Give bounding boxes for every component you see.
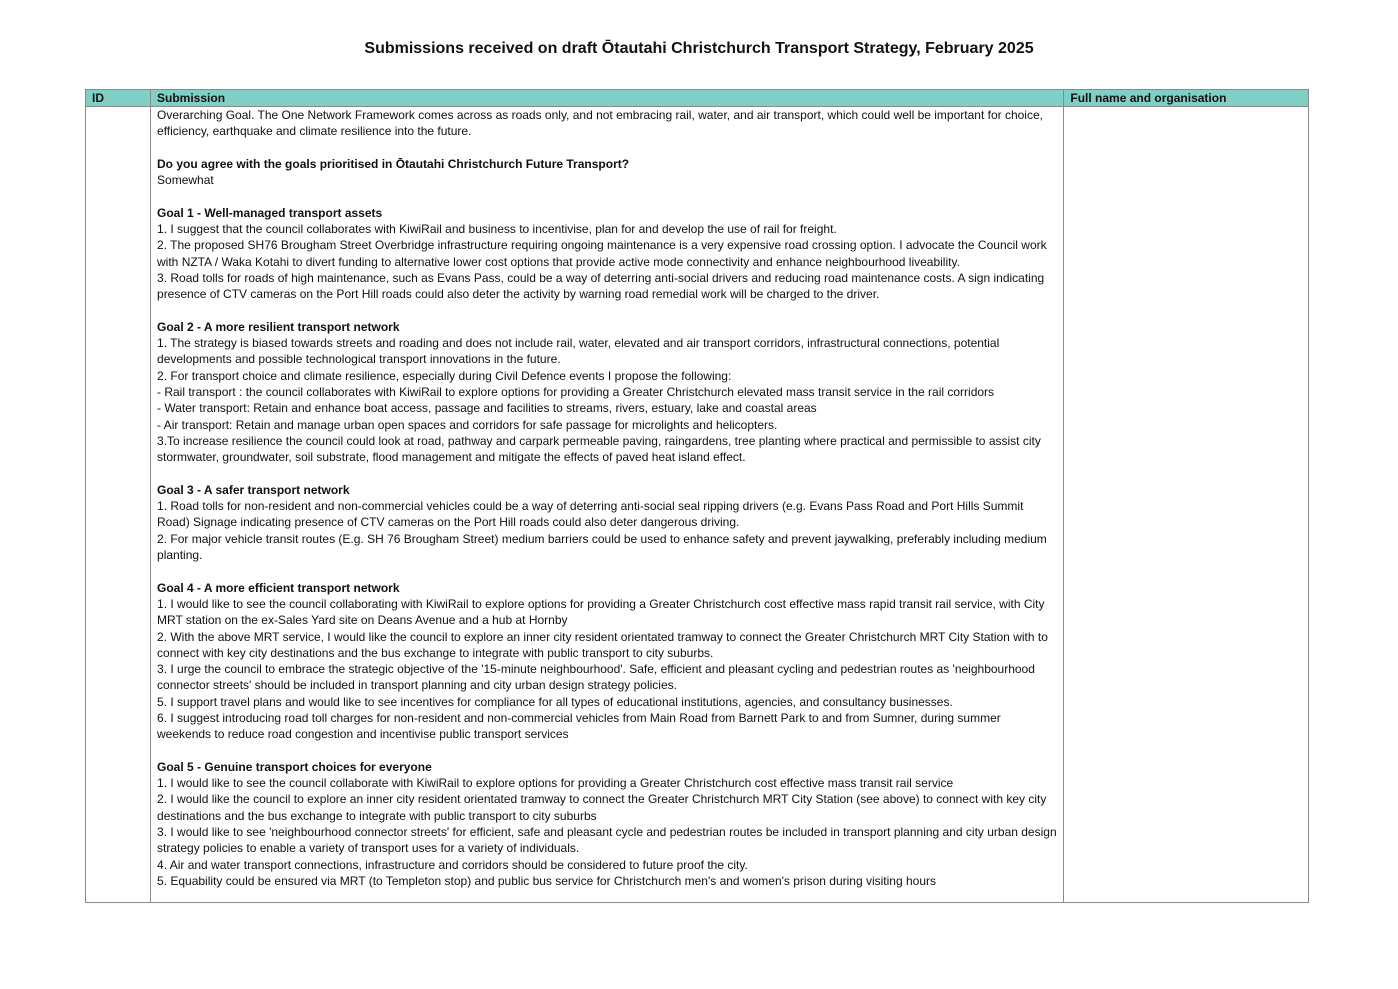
submission-line: 6. I suggest introducing road toll charges for non-resident and non-commercial vehicles from Main Road from Barnett Park to and from Sumner, during summer weekends to reduce road congestion and incentivise public transport services [157,710,1001,742]
header-full-name-organisation: Full name and organisation [1064,90,1309,107]
table-body [86,107,1309,903]
submission-line: 2. For major vehicle transit routes (E.g. SH 76 Brougham Street) medium barriers could be used to enhance safety and prevent jaywalking, preferably including medium planting. [157,531,1047,563]
section-heading: Goal 5 - Genuine transport choices for everyone [157,759,432,774]
submission-section [157,205,1057,303]
submission-line: Overarching Goal. The One Network Framework comes across as roads only, and not embracing rail, water, and air transport, which could well be important for choice, efficiency, earthquake and climate resilience into the future. [157,108,1043,139]
submission-line: Somewhat [157,173,214,188]
header-submission: Submission [151,90,1064,107]
submission-line: 3.To increase resilience the council could look at road, pathway and carpark permeable paving, raingardens, tree planting where practical and permissible to assist city stormwater, groundwater, soil substrate, flood management and mitigate the effects of paved heat island effect. [157,433,1041,465]
submission-line: 1. I would like to see the council collaborate with KiwiRail to explore options for providing a Greater Christchurch cost effective mass transit rail service [157,776,954,791]
section-heading: Do you agree with the goals prioritised in Ōtautahi Christchurch Future Transport? [157,156,630,171]
submissions-table [85,89,1309,903]
section-heading: Goal 1 - Well-managed transport assets [157,205,383,220]
table-row [86,107,1309,903]
submission-line: 1. I suggest that the council collaborates with KiwiRail and business to incentivise, plan for and develop the use of rail for freight. [157,222,837,237]
submission-section [157,319,1057,466]
submission-line: 3. I urge the council to embrace the strategic objective of the '15-minute neighbourhood'. Safe, efficient and pleasant cycling and pedestrian routes as 'neighbourhood connector streets' should be included in transport planning and city urban design strategy policies. [157,662,1035,693]
submission-line: 2. With the above MRT service, I would like the council to explore an inner city resident orientated tramway to connect the Greater Christchurch MRT City Station with to connect with key city destinations and the bus exchange to integrate with public transport to city suburbs. [157,629,1048,660]
header-id: ID [86,90,151,107]
submission-section [157,107,1057,140]
submission-line: 5. I support travel plans and would like to see incentives for compliance for all types of educational institutions, agencies, and consultancy businesses. [157,694,953,709]
section-heading: Goal 3 - A safer transport network [157,482,350,497]
submission-line: 1. Road tolls for non-resident and non-commercial vehicles could be a way of deterring anti-social seal ripping drivers (e.g. Evans Pass Road and Port Hills Summit Road) Signage indicating presence of CTV cameras on the Port Hill roads could also deter dangerous driving. [157,499,1024,530]
cell-id [86,107,151,903]
page-title: Submissions received on draft Ōtautahi Christchurch Transport Strategy, February 2025 [364,40,1034,57]
submission-line: 3. Road tolls for roads of high maintenance, such as Evans Pass, could be a way of deterring anti-social drivers and reducing road maintenance costs. A sign indicating presence of CTV cameras on the Port Hill roads could also deter the activity by warning road remedial work will be charged to the driver. [157,270,1045,302]
section-heading: Goal 4 - A more efficient transport network [157,580,400,595]
submission-line: 1. The strategy is biased towards streets and roading and does not include rail, water, elevated and air transport corridors, infrastructural connections, potential developments and possible technological transport innovations in the future. [157,336,1000,367]
submission-line: 4. Air and water transport connections, infrastructure and corridors should be considered to future proof the city. [157,857,748,872]
submission-section [157,482,1057,563]
section-heading: Goal 2 - A more resilient transport network [157,319,400,334]
cell-submission [151,107,1064,903]
table-header-row [86,90,1309,107]
submission-line: - Rail transport : the council collaborates with KiwiRail to explore options for providing a Greater Christchurch elevated mass transit service in the rail corridors [157,385,995,400]
submission-line: 2. I would like the council to explore an inner city resident orientated tramway to connect the Greater Christchurch MRT City Station (see above) to connect with key city destinations and the bus exchange to integrate with public transport to city suburbs [157,792,1047,823]
submission-line: 1. I would like to see the council collaborating with KiwiRail to explore options for providing a Greater Christchurch cost effective mass rapid transit rail service, with City MRT station on the ex-Sales Yard site on Deans Avenue and a hub at Hornby [157,596,1045,628]
submission-section [157,156,1057,189]
submission-line: 2. The proposed SH76 Brougham Street Overbridge infrastructure requiring ongoing maintenance is a very expensive road crossing option. I advocate the Council work with NZTA / Waka Kotahi to divert funding to alternative lower cost options that provide active mode connectivity and enhance neighbourhood liveability. [157,238,1047,269]
cell-full-name-organisation [1064,107,1309,903]
submission-line: 5. Equability could be ensured via MRT (to Templeton stop) and public bus service for Christchurch men's and women's prison during visiting hours [157,873,936,888]
submission-section [157,759,1057,889]
submission-line: 2. For transport choice and climate resilience, especially during Civil Defence events I propose the following: [157,368,732,383]
submission-line: 3. I would like to see 'neighbourhood connector streets' for efficient, safe and pleasant cycle and pedestrian routes be included in transport planning and city urban design strategy policies to enable a variety of transport uses for a variety of individuals. [157,825,1057,856]
submission-line: - Air transport: Retain and manage urban open spaces and corridors for safe passage for microlights and helicopters. [157,417,778,432]
submission-section [157,580,1057,743]
submission-line: - Water transport: Retain and enhance boat access, passage and facilities to streams, rivers, estuary, lake and coastal areas [157,401,817,416]
